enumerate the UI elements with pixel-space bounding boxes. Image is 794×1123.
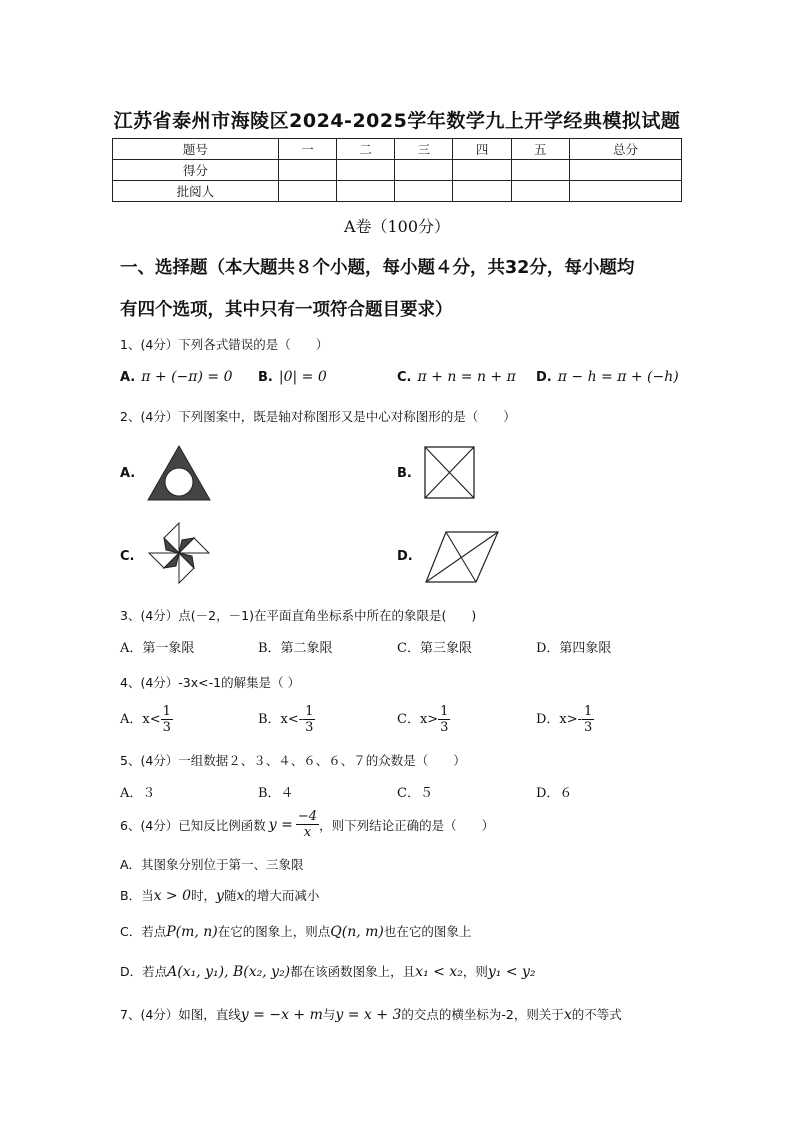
question-2-option-d: D. (397, 549, 413, 564)
question-3-option-b: B．第二象限 (258, 641, 333, 656)
table-cell (337, 181, 395, 202)
exam-title: 江苏省泰州市海陵区2024-2025学年数学九上开学经典模拟试题 (113, 110, 681, 132)
section-heading-line1: 一、选择题（本大题共８个小题，每小题４分，共32分，每小题均 (120, 258, 635, 278)
volume-a-heading: A卷（100分） (343, 217, 451, 236)
table-cell: 批阅人 (113, 181, 279, 202)
table-cell: 题号 (113, 139, 279, 160)
table-cell (453, 181, 511, 202)
square-with-diagonals-figure (424, 446, 476, 500)
table-cell (395, 181, 453, 202)
table-cell (569, 160, 681, 181)
fraction: $\frac{1}{3}$ (162, 704, 171, 735)
question-5-option-a: A．３ (120, 786, 156, 801)
question-4-option-c: C．x> $\frac{1}{3}$ (397, 704, 449, 735)
table-row (113, 160, 682, 181)
question-1-option-d: D. π − h = π + (−h) (536, 369, 679, 385)
table-cell: 三 (395, 139, 453, 160)
table-cell: 总分 (569, 139, 681, 160)
table-cell (511, 160, 569, 181)
pinwheel-figure (146, 520, 212, 586)
question-3-option-c: C．第三象限 (397, 641, 472, 656)
table-cell (278, 160, 336, 181)
fraction: $\frac{1}{3}$ (305, 704, 314, 735)
table-cell: 四 (453, 139, 511, 160)
question-5-option-c: C．５ (397, 786, 433, 801)
table-cell (395, 160, 453, 181)
question-7-stem: 7、(4分）如图，直线y = −x + m与y = x + 3的交点的横坐标为-2，则关于x的不等式 (120, 1007, 622, 1023)
parallelogram-with-diagonals-figure (424, 530, 500, 584)
question-4-stem: 4、(4分）-3x<-1的解集是（ ） (120, 675, 301, 690)
question-4-option-a: A．x< $\frac{1}{3}$ (120, 704, 171, 735)
table-cell: 二 (337, 139, 395, 160)
triangle-with-circle-figure (146, 444, 212, 502)
question-5-option-b: B．４ (258, 786, 294, 801)
question-1-option-a: A. π + (−π) = 0 (120, 369, 233, 385)
question-1-option-b: B. |0| = 0 (258, 369, 327, 385)
table-cell: 五 (511, 139, 569, 160)
table-cell (278, 181, 336, 202)
question-3-option-d: D．第四象限 (536, 641, 612, 656)
table-cell: 一 (278, 139, 336, 160)
question-4-option-d: D．x>- $\frac{1}{3}$ (536, 704, 593, 735)
question-2-option-b: B. (397, 466, 412, 481)
table-cell (511, 181, 569, 202)
table-row (113, 181, 682, 202)
question-3-option-a: A．第一象限 (120, 641, 195, 656)
question-3-stem: 3、(4分）点(－2，－1)在平面直角坐标系中所在的象限是( ) (120, 608, 477, 623)
question-4-option-b: B．x<- $\frac{1}{3}$ (258, 704, 314, 735)
question-6-option-c: C．若点P(m, n)在它的图象上，则点Q(n, m)也在它的图象上 (120, 924, 472, 940)
section-heading-line2: 有四个选项，其中只有一项符合题目要求） (120, 300, 453, 320)
table-cell (337, 160, 395, 181)
question-5-stem: 5、(4分）一组数据２、３、４、６、６、７的众数是（ ） (120, 753, 466, 768)
fraction: $\frac{1}{3}$ (440, 704, 449, 735)
question-2-option-a: A. (120, 466, 136, 481)
question-1-option-c: C. π + n = n + π (397, 369, 516, 385)
table-cell: 得分 (113, 160, 279, 181)
table-cell (453, 160, 511, 181)
question-2-option-c: C. (120, 549, 135, 564)
question-5-option-d: D．６ (536, 786, 573, 801)
fraction: $\frac{-4}{x}$ (297, 809, 318, 840)
table-cell (569, 181, 681, 202)
table-row (113, 139, 682, 160)
question-6-option-b: B．当x > 0时，y随x的增大而减小 (120, 888, 320, 904)
question-1-stem: 1、(4分）下列各式错误的是（ ） (120, 337, 329, 352)
question-6-option-a: A．其图象分别位于第一、三象限 (120, 857, 304, 872)
score-table (112, 138, 682, 202)
question-6-option-d: D．若点A(x₁, y₁), B(x₂, y₂)都在该函数图象上，且x₁ < x₂，则y₁ < y₂ (120, 964, 536, 980)
question-2-stem: 2、(4分）下列图案中，既是轴对称图形又是中心对称图形的是（ ） (120, 409, 516, 424)
fraction: $\frac{1}{3}$ (584, 704, 593, 735)
question-6-stem: 6、(4分）已知反比例函数 y = $\frac{-4}{x}$ ，则下列结论正确的是（ ） (120, 809, 495, 840)
